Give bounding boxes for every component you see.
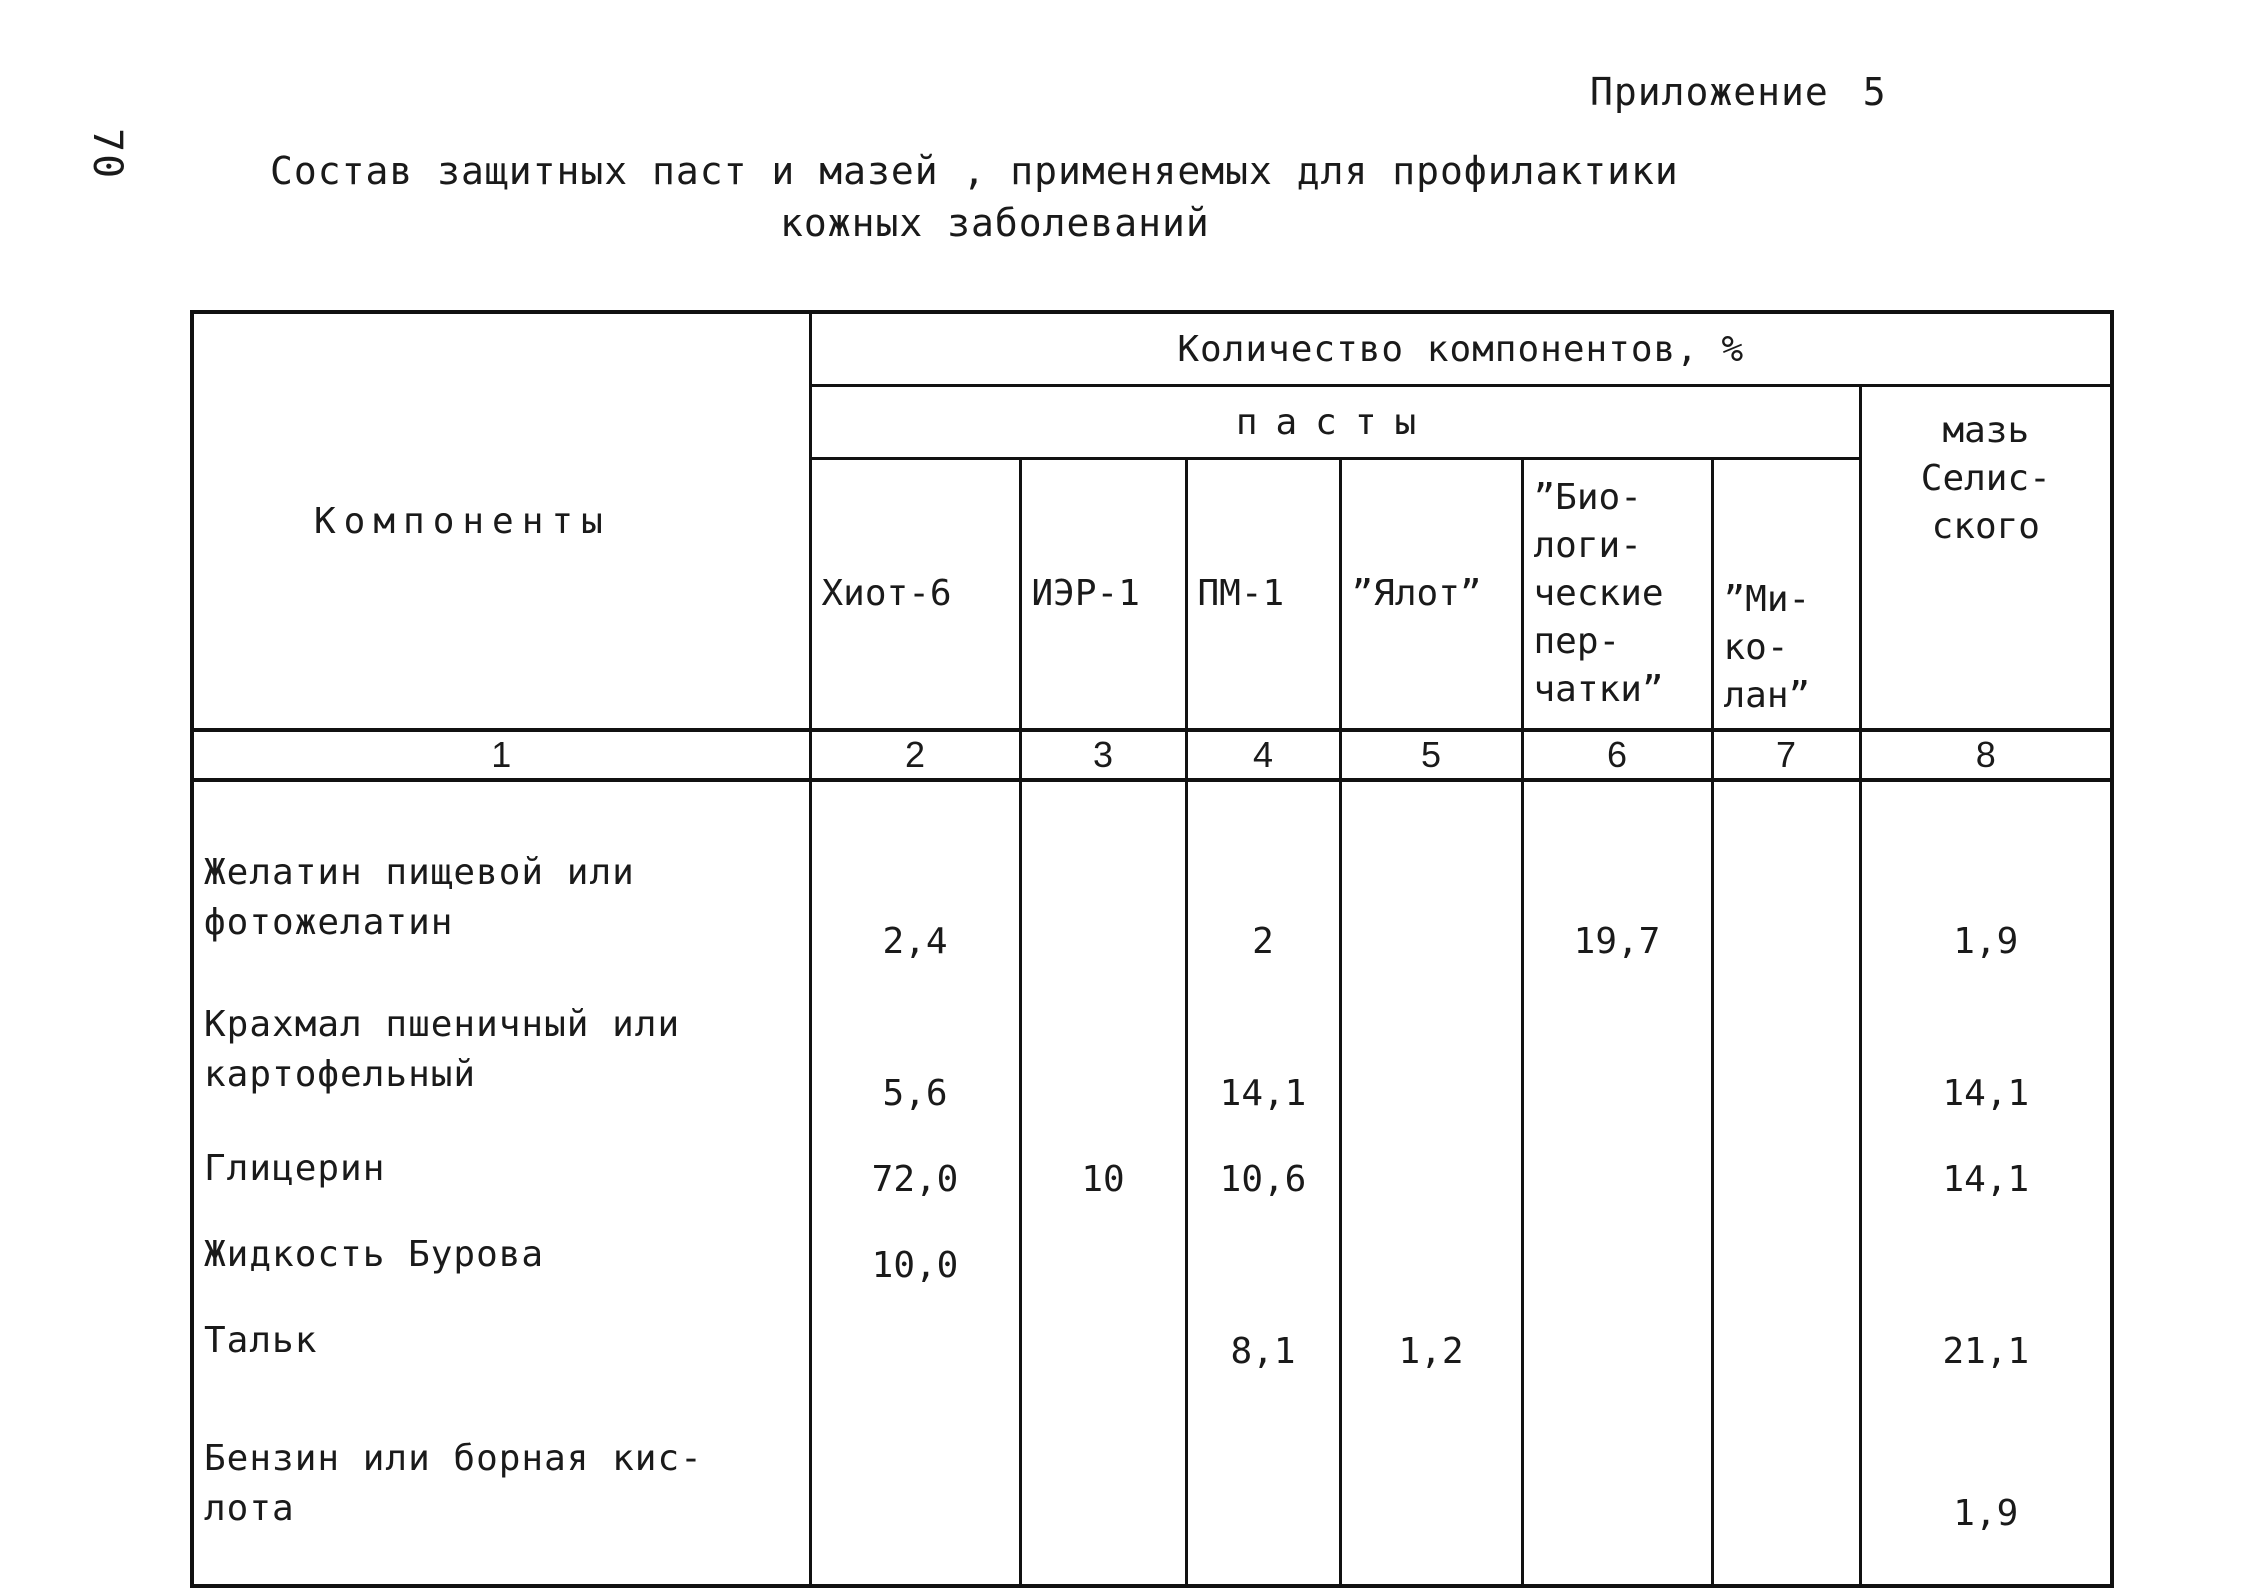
- table-cell: [1712, 1126, 1860, 1212]
- paste-name-line: пер-: [1533, 621, 1621, 662]
- paste-name-yalot: [1340, 459, 1522, 731]
- table-cell: [1712, 1298, 1860, 1384]
- header-components: Компоненты: [192, 312, 810, 730]
- paste-name-pm: [1186, 459, 1340, 731]
- appendix-label: [1590, 70, 1887, 114]
- table-cell: [1020, 1298, 1186, 1384]
- table-cell: 1,9: [1860, 1384, 2112, 1586]
- column-number: 7: [1712, 730, 1860, 780]
- component-name: [192, 974, 810, 1126]
- table-row: [192, 1212, 2112, 1298]
- table-cell: 1,2: [1340, 1298, 1522, 1384]
- table-cell: [810, 1298, 1020, 1384]
- header-ointment-line: мазь: [1942, 410, 2030, 451]
- table-cell: [1522, 1384, 1712, 1586]
- component-name-line: Крахмал пшеничный или: [204, 1004, 681, 1045]
- table-cell: [1712, 1212, 1860, 1298]
- component-name-line: Бензин или борная кис-: [204, 1438, 703, 1479]
- table-cell: [1186, 1212, 1340, 1298]
- appendix-word: Приложение: [1590, 70, 1829, 114]
- component-name-line: Глицерин: [204, 1148, 386, 1189]
- component-name-line: Желатин пищевой или: [204, 852, 635, 893]
- paste-name-line: ”Ялот”: [1351, 573, 1482, 614]
- table-cell: [1340, 822, 1522, 974]
- table-cell: [1020, 1212, 1186, 1298]
- table-cell: 72,0: [810, 1126, 1020, 1212]
- paste-name-line: ”Ми-: [1723, 579, 1811, 620]
- column-number: 4: [1186, 730, 1340, 780]
- component-name: [192, 1384, 810, 1586]
- table-row: [192, 1384, 2112, 1586]
- component-name-line: картофельный: [204, 1054, 477, 1095]
- paste-name-line: ”Био-: [1533, 477, 1642, 518]
- paste-name-line: логи-: [1533, 525, 1642, 566]
- table-row: [192, 1298, 2112, 1384]
- column-numbers-row: [192, 730, 2112, 780]
- component-name-line: лота: [204, 1488, 295, 1529]
- column-number: 5: [1340, 730, 1522, 780]
- table-cell: 1,9: [1860, 822, 2112, 974]
- table-cell: [1712, 1384, 1860, 1586]
- column-number: 6: [1522, 730, 1712, 780]
- paste-name-line: чатки”: [1533, 669, 1664, 710]
- table-cell: [1020, 974, 1186, 1126]
- table-cell: 21,1: [1860, 1298, 2112, 1384]
- table-cell: 10: [1020, 1126, 1186, 1212]
- component-name: [192, 1298, 810, 1384]
- component-name: [192, 1212, 810, 1298]
- paste-name-ier: [1020, 459, 1186, 731]
- document-title: [270, 145, 1720, 249]
- table-cell: [1340, 1126, 1522, 1212]
- paste-name-line: ПМ-1: [1197, 573, 1285, 614]
- component-name-line: фотожелатин: [204, 902, 454, 943]
- table-cell: 10,0: [810, 1212, 1020, 1298]
- table-cell: [1020, 822, 1186, 974]
- table-cell: [1522, 1298, 1712, 1384]
- component-name-line: Жидкость Бурова: [204, 1234, 545, 1275]
- table-cell: 8,1: [1186, 1298, 1340, 1384]
- header-quantity: Количество компонентов, %: [810, 312, 2112, 386]
- paste-name-mikolan: [1712, 459, 1860, 731]
- component-name-line: Тальк: [204, 1320, 318, 1361]
- header-pastes: пасты: [810, 386, 1860, 459]
- column-number: 1: [192, 730, 810, 780]
- paste-name-line: ческие: [1533, 573, 1664, 614]
- table-cell: 5,6: [810, 974, 1020, 1126]
- table-cell: [1712, 822, 1860, 974]
- table-cell: [1340, 1384, 1522, 1586]
- table-row: [192, 1126, 2112, 1212]
- composition-table: [190, 310, 2114, 1588]
- table-cell: 14,1: [1860, 974, 2112, 1126]
- column-number: 2: [810, 730, 1020, 780]
- paste-name-bio: [1522, 459, 1712, 731]
- table-cell: [1522, 1126, 1712, 1212]
- header-ointment-line: ского: [1931, 506, 2040, 547]
- component-name: [192, 1126, 810, 1212]
- table-cell: [1522, 974, 1712, 1126]
- header-ointment: [1860, 386, 2112, 731]
- table-cell: [1340, 974, 1522, 1126]
- table-row: [192, 974, 2112, 1126]
- column-number: 8: [1860, 730, 2112, 780]
- paste-name-line: лан”: [1723, 675, 1811, 716]
- table-cell: [1522, 1212, 1712, 1298]
- table-row: [192, 822, 2112, 974]
- table-cell: 14,1: [1860, 1126, 2112, 1212]
- column-number: 3: [1020, 730, 1186, 780]
- table-cell: 10,6: [1186, 1126, 1340, 1212]
- table-cell: [1186, 1384, 1340, 1586]
- header-ointment-line: Селис-: [1920, 458, 2051, 499]
- table-cell: [810, 1384, 1020, 1586]
- paste-name-line: ИЭР-1: [1031, 573, 1140, 614]
- paste-name-line: Хиот-6: [821, 573, 952, 614]
- paste-name-hiot: [810, 459, 1020, 731]
- paste-name-line: ко-: [1723, 627, 1789, 668]
- table-cell: [1712, 974, 1860, 1126]
- table-cell: [1340, 1212, 1522, 1298]
- table-cell: 19,7: [1522, 822, 1712, 974]
- table-cell: [1860, 1212, 2112, 1298]
- appendix-number: 5: [1862, 70, 1887, 114]
- component-name: [192, 822, 810, 974]
- table-cell: 14,1: [1186, 974, 1340, 1126]
- table-cell: 2,4: [810, 822, 1020, 974]
- page-number: 70: [84, 128, 130, 181]
- table-cell: [1020, 1384, 1186, 1586]
- title-line-1: Состав защитных паст и мазей , применяемых для профилактики: [270, 149, 1679, 193]
- table-cell: 2: [1186, 822, 1340, 974]
- title-line-2: кожных заболеваний: [780, 201, 1210, 245]
